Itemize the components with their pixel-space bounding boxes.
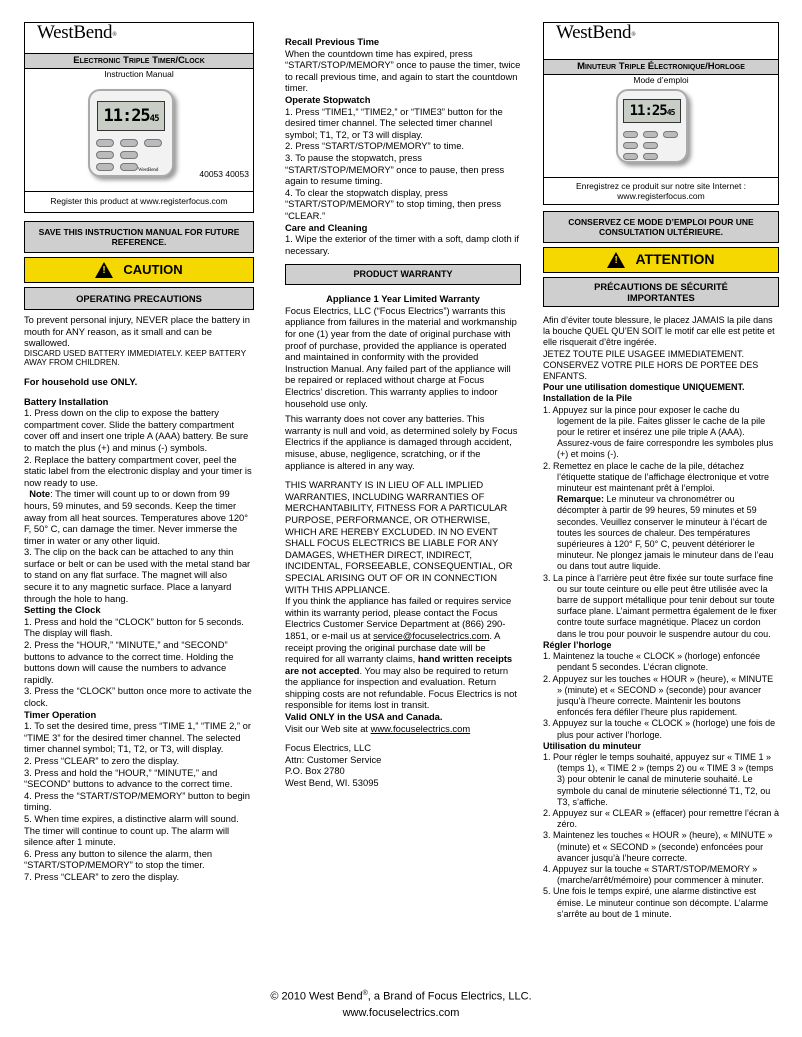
timer-step-4: 4. Press the “START/STOP/MEMORY” button to begin timing. [24, 789, 250, 813]
household-note-fr: Pour une utilisation domestique UNIQUEMENT. [543, 382, 745, 393]
clock-step-2-fr: 2. Appuyez sur les touches « HOUR » (heure), « MINUTE » (minute) et « SECOND » (seconde) pour avancer jusqu’à l’heure correcte. Maintenir les boutons enfoncés fera défiler l’heure plus rapidement. [543, 673, 774, 718]
visit-website: Visit our Web site at www.focuselectrics.com [285, 722, 471, 734]
precaution-text-fr: Afin d’éviter toute blessure, le placez JAMAIS la pile dans la bouche QUEL QU’EN SOIT le motif car elle est petite et elle risquerait d’être ingérée. [543, 315, 775, 348]
timer-step-5: 5. When time expires, a distinctive alarm will sound. The timer will continue to count up. The alarm will silence after 1 minute. [24, 812, 239, 848]
product-image [25, 79, 253, 191]
timer-step-1: 1. To set the desired time, press “TIME 1,” “TIME 2,” or “TIME 3” for the desired timer channel. The selected timer channel symbol; T1, T2, or T3, will display. [24, 720, 251, 755]
column-english-1 [24, 22, 254, 883]
clock-step-1-fr: 1. Maintenez la touche « CLOCK » (horloge) enfoncée pendant 5 secondes. L’écran clignote. [543, 651, 761, 673]
stopwatch-step-4: 4. To clear the stopwatch display, press “START/STOP/MEMORY” to stop timing, then press “CLEAR.” [285, 186, 502, 221]
clock-step-3: 3. Press the “CLOCK” button once more to activate the clock. [24, 685, 252, 708]
timer-illustration-fr [616, 89, 688, 163]
stopwatch-step-2: 2. Press “START/STOP/MEMORY” to time. [285, 140, 465, 152]
timer-display-fr: 11:2545 [623, 99, 681, 123]
timer-heading-fr: Utilisation du minuteur [543, 740, 641, 751]
precaution-text: To prevent personal injury, NEVER place the battery in mouth for ANY reason, as it small and can be swallowed. [24, 314, 250, 349]
operating-precautions-heading: OPERATING PRECAUTIONS [24, 287, 254, 310]
stopwatch-heading: Operate Stopwatch [285, 93, 371, 105]
stopwatch-step-1: 1. Press “TIME1,” “TIME2,” or “TIME3” button for the desired timer channel. The selected timer channel symbol; T1, T2, or T3 will display. [285, 105, 503, 140]
care-heading: Care and Cleaning [285, 221, 368, 233]
service-email-link[interactable]: service@focuselectrics.com [373, 629, 490, 641]
warranty-para-2: This warranty does not cover any batteries. This warranty is null and void, as determined solely by Focus Electrics if the appliance is damaged through accident, misuse, abuse, negligence, scratching, or if the appliance is altered in any way. [285, 413, 518, 471]
caution-banner: ! CAUTION [24, 257, 254, 283]
timer-display: 11:2545 [97, 101, 165, 131]
battery-heading: Battery Installation [24, 395, 109, 407]
battery-step-2: 2. Replace the battery compartment cover, peel the static label from the electronic display and your timer is now ready to use. [24, 453, 252, 488]
battery-step-3-fr: 3. La pince à l’arrière peut être fixée sur toute surface fine ou sur toute ceinture ou elle peut être utilisée avec la barre de support métallique pour tenir debout sur toute surface plane. L’aimant permettra également de le fixer contre toute surface magnétique. Placez un cordon dans le trou pour pouvoir le suspendre autour du cou. [543, 572, 777, 639]
timer-step-3: 3. Press and hold the “HOUR,” “MINUTE,” and “SECOND” buttons to advance to the correct time. [24, 766, 233, 790]
warning-triangle-icon [95, 262, 113, 278]
battery-heading-fr: Installation de la Pile [543, 393, 633, 404]
timer-illustration: 11:2545 WestBend [88, 89, 174, 177]
clock-heading: Setting the Clock [24, 604, 101, 616]
discard-text: DISCARD USED BATTERY IMMEDIATELY. KEEP BATTERY AWAY FROM CHILDREN. [24, 348, 246, 368]
timer-step-1-fr: 1. Pour régler le temps souhaité, appuyez sur « TIME 1 » (temps 1), « TIME 2 » (temps 2) ou « TIME 3 » (temps 3) pour obtenir le canal de minuterie souhaité. Le symbole du canal de minuterie sélectionné T1, T2, ou T3, s’affiche. [543, 751, 774, 807]
battery-step-1: 1. Press down on the clip to expose the battery compartment cover. Slide the battery compartment cover off and insert one triple A (AAA) battery. Be sure to match the plus (+) and minus (-) symbols. [24, 407, 249, 453]
warranty-heading: PRODUCT WARRANTY [285, 264, 521, 285]
westbend-logo-fr: WestBend® [556, 22, 636, 43]
discard-text-fr: JETEZ TOUTE PILE USAGEE IMMEDIATEMENT. CONSERVEZ VOTRE PILE HORS DE PORTEE DES ENFANTS. [543, 348, 759, 382]
warranty-para-1: Focus Electrics, LLC (“Focus Electrics”) warrants this appliance from failures in the material and workmanship for one (1) year from the date of original purchase with proof of purchase, provided the appliance is operated and maintained in conformity with the provided Instruction Manual. Any failed part of the appliance will be repaired or replaced without charge at Focus Electrics’ discretion. This warranty applies to indoor household use only. [285, 304, 517, 409]
care-text: 1. Wipe the exterior of the timer with a soft, damp cloth if necessary. [285, 233, 519, 256]
register-note: Register this product at www.registerfocus.com [25, 191, 253, 212]
header-box-fr [543, 22, 779, 205]
clock-step-3-fr: 3. Appuyez sur la touche « CLOCK » (horloge) une fois de plus pour activer l’horloge. [543, 718, 776, 740]
clock-steps-fr [543, 651, 779, 741]
timer-step-4-fr: 4. Appuyez sur la touche « START/STOP/MEMORY » (marche/arrêt/mémoire) pour commencer à minuter. [543, 863, 764, 886]
precautions-heading-fr: PRÉCAUTIONS DE SÉCURITÉ IMPORTANTES [543, 277, 779, 307]
timer-step-3-fr: 3. Maintenez les touches « HOUR » (heure), « MINUTE » (minute) et « SECOND » (seconde) enfoncées pour avancer jusqu’à l’heure correcte. [543, 830, 773, 863]
timer-steps-fr [543, 752, 779, 920]
clock-step-2: 2. Press the “HOUR,” “MINUTE,” and “SECOND” buttons to advance to the correct time. Holding the buttons down will cause the numbers to advance rapidly. [24, 639, 234, 685]
valid-region: Valid ONLY in the USA and Canada. [285, 711, 443, 723]
battery-step-2-fr: 2. Remettez en place le cache de la pile, détachez l’étiquette statique de l’affichage électronique et votre minuteur est maintenant prêt à l’emploi. [543, 460, 769, 494]
timer-step-7: 7. Press “CLEAR” to zero the display. [24, 870, 180, 882]
household-note: For household use ONLY. [24, 375, 138, 387]
recall-text: When the countdown time has expired, press “START/STOP/MEMORY” once to pause the timer, twice to recall previous time, and again to start the countdown timer. [285, 47, 521, 94]
battery-step-3: 3. The clip on the back can be attached to any thin surface or belt or can be used with the metal stand bar to stand on any flat surface. The magnet will also secure it to any magnetic surface. Place a lanyard through the hole to hang. [24, 546, 251, 604]
website-link[interactable]: www.focuselectrics.com [370, 722, 471, 734]
product-title: Electronic Triple Timer/Clock [25, 53, 253, 69]
stopwatch-step-3: 3. To pause the stopwatch, press “START/STOP/MEMORY” once to pause, then press again to resume timing. [285, 151, 505, 187]
timer-step-2-fr: 2. Appuyez sur « CLEAR » (effacer) pour remettre l’écran à zéro. [543, 807, 779, 830]
product-title-fr: Minuteur Triple Électronique/Horloge [544, 59, 778, 75]
warranty-para-4: If you think the appliance has failed or requires service within its warranty period, please contact the Focus Electrics Customer Service Department at (866) 290-1851, or e-mail us at service@focuselectrics.com. A receipt proving the original purchase date will be required for all warranty claims, hand written receipts are not accepted. You may also be required to return the appliance for inspection and evaluation. Return shipping costs are not refundable. Focus Electrics is not responsible for items lost in transit. [285, 595, 517, 711]
page-footer [0, 986, 802, 1021]
copyright: © 2010 West Bend®, a Brand of Focus Electrics, LLC. [270, 990, 532, 1003]
product-image-fr [544, 85, 778, 177]
column-french [543, 22, 779, 920]
battery-note: Note: The timer will count up to or down from 99 hours, 59 minutes, and 59 seconds. Keep the timer away from all heat sources. Temperatures above 120° F, 50° C, can damage the timer. Never immerse the timer in water or any other liquid. [24, 488, 249, 546]
save-manual-banner: SAVE THIS INSTRUCTION MANUAL FOR FUTURE REFERENCE. [24, 221, 254, 253]
clock-heading-fr: Régler l’horloge [543, 639, 612, 650]
recall-heading: Recall Previous Time [285, 36, 380, 47]
attention-banner: ! ATTENTION [543, 247, 779, 273]
clock-step-1: 1. Press and hold the “CLOCK” button for 5 seconds. The display will flash. [24, 615, 244, 639]
timer-step-5-fr: 5. Une fois le temps expiré, une alarme distinctive est émise. Le minuteur continue son décompte. L’alarme s’arrête au bout de 1 minute. [543, 886, 769, 919]
model-numbers: 40053 40053 [199, 169, 249, 180]
warning-triangle-icon-fr [607, 252, 625, 268]
battery-note-fr: Remarque: Le minuteur va chronométrer ou décompter à partir de 99 heures, 59 minutes et 59 secondes. Veuillez conserver le minuteur à l’écart de toutes les sources de chaleur. Des températures supérieures à 120° F, 50° C, peuvent détériorer le minuteur. Ne plongez jamais le minuteur dans de l’eau ou dans tout autre liquide. [557, 494, 774, 572]
header-box [24, 22, 254, 213]
register-note-fr: Enregistrez ce produit sur notre site Internet : www.registerfocus.com [544, 177, 778, 204]
warranty-para-3: THIS WARRANTY IS IN LIEU OF ALL IMPLIED WARRANTIES, INCLUDING WARRANTIES OF MERCHANTABILITY, FITNESS FOR A PARTICULAR PURPOSE, PERFORMANCE, OR OTHERWISE, WHICH ARE HEREBY EXCLUDED. IN NO EVENT SHALL FOCUS ELECTRICS BE LIABLE FOR ANY DAMAGES, WHETHER DIRECT, INDIRECT, INCIDENTAL, FORSEEABLE, CONSEQUENTIAL, OR SPECIAL ARISING OUT OF OR IN CONNECTION WITH THIS APPLIANCE. [285, 479, 513, 595]
battery-step-1-fr: 1. Appuyez sur la pince pour exposer le cache du logement de la pile. Faites glisser le cache de la pile pour le retirer et insérez une pile triple A (AAA). Assurez-vous de faire correspondre les symboles plus (+) et moins (-). [543, 404, 774, 460]
save-manual-banner-fr: CONSERVEZ CE MODE D’EMPLOI POUR UNE CONSULTATION ULTÉRIEURE. [543, 211, 779, 243]
timer-heading: Timer Operation [24, 708, 97, 720]
battery-steps-fr [543, 405, 779, 495]
timer-step-2: 2. Press “CLEAR” to zero the display. [24, 754, 180, 766]
address-block: Focus Electrics, LLC Attn: Customer Service P.O. Box 2780 West Bend, WI. 53095 [285, 742, 382, 789]
product-subtitle-fr: Mode d’emploi [633, 75, 689, 85]
footer-website-link[interactable]: www.focuselectrics.com [342, 1006, 460, 1019]
westbend-logo: WestBend® [37, 22, 117, 43]
column-english-2 [285, 36, 521, 789]
warranty-title: Appliance 1 Year Limited Warranty [326, 293, 480, 305]
timer-step-6: 6. Press any button to silence the alarm, then “START/STOP/MEMORY” to stop the timer. [24, 847, 213, 871]
product-subtitle: Instruction Manual [104, 69, 174, 79]
